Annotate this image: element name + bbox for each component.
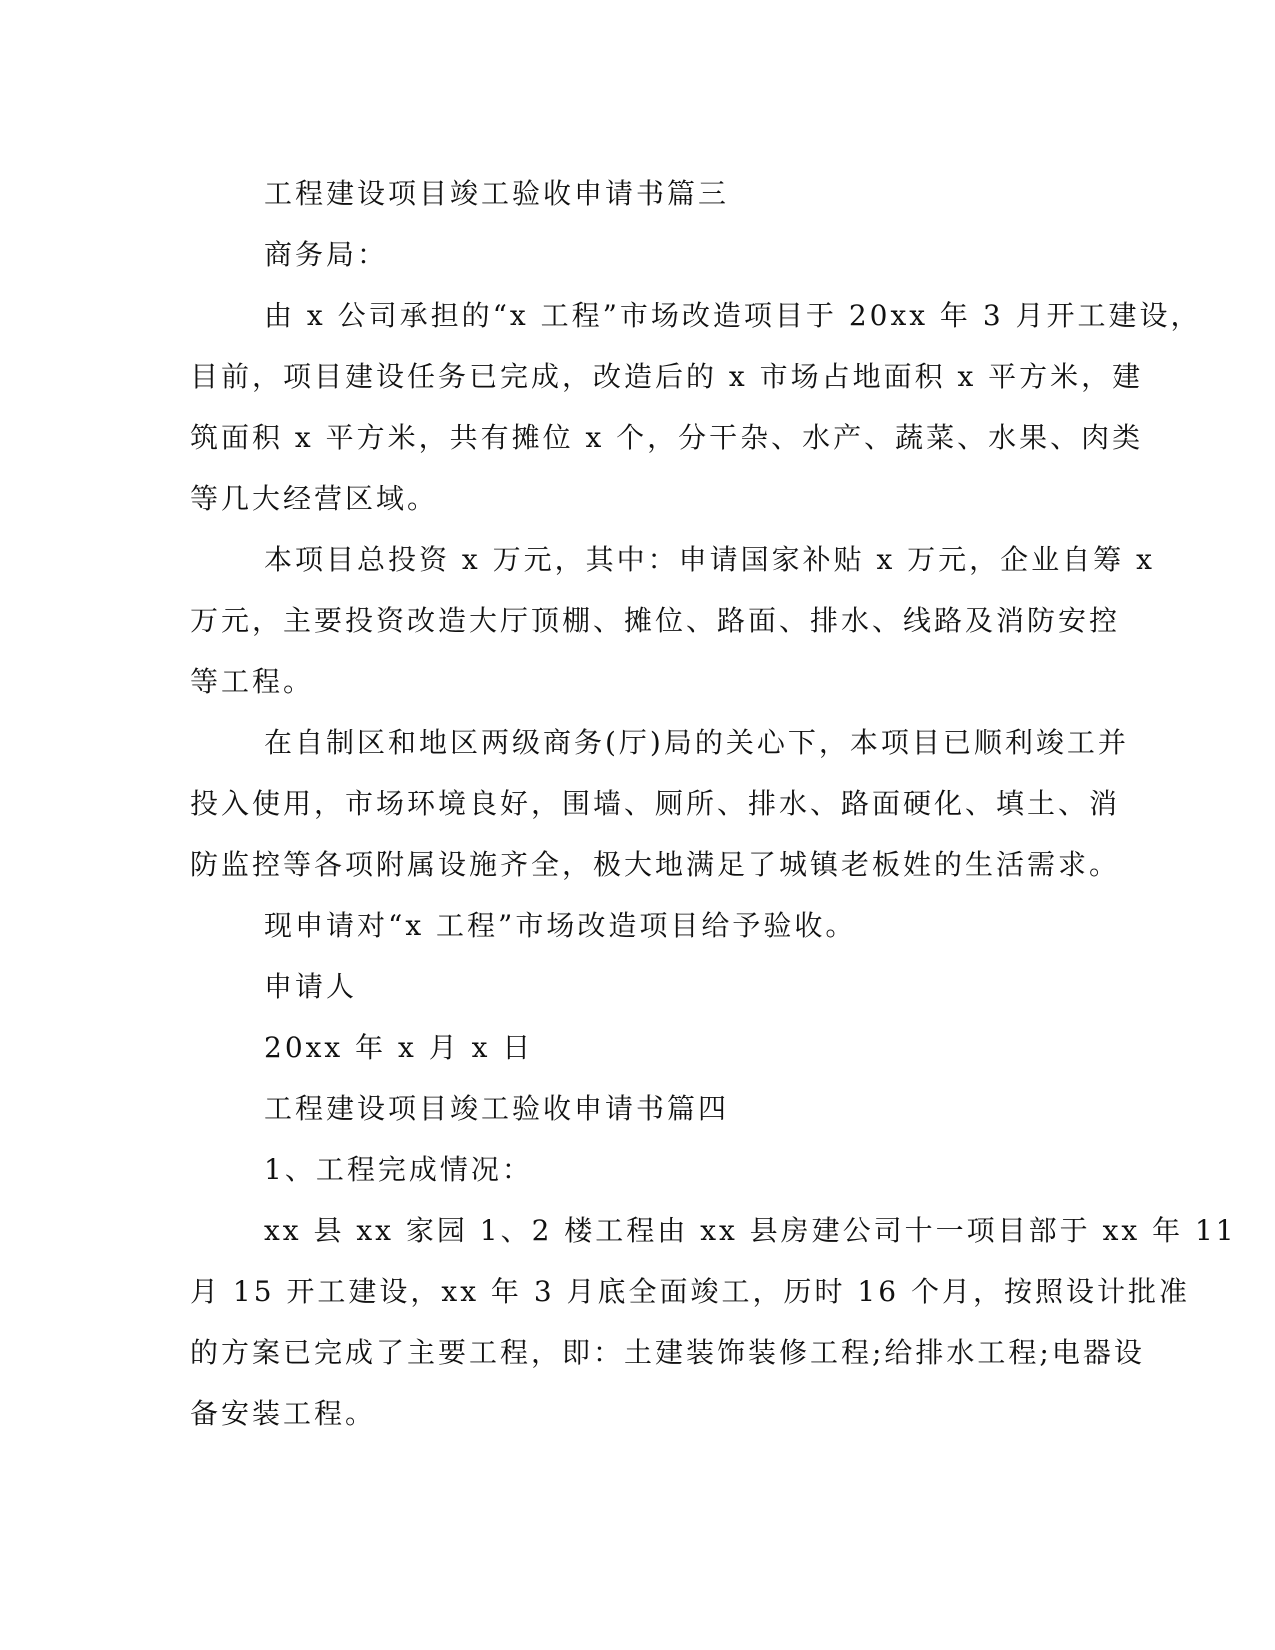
text-line: 防监控等各项附属设施齐全，极大地满足了城镇老板姓的生活需求。 xyxy=(190,848,1121,881)
applicant-label: 申请人 xyxy=(264,970,358,1003)
paragraph-completion xyxy=(190,712,1129,895)
text-line: 等工程。 xyxy=(190,665,315,698)
section-heading: 工程建设项目竣工验收申请书篇四 xyxy=(264,1092,730,1125)
text-line: 备安装工程。 xyxy=(190,1397,377,1430)
text-line: 投入使用，市场环境良好，围墙、厕所、排水、路面硬化、填土、消 xyxy=(190,787,1121,820)
paragraph-construction-status xyxy=(190,1200,1237,1444)
paragraph-project-overview xyxy=(190,285,1202,529)
text-line: 目前，项目建设任务已完成，改造后的 x 市场占地面积 x 平方米，建 xyxy=(190,360,1144,393)
text-line: 由 x 公司承担的“x 工程”市场改造项目于 20xx 年 3 月开工建设， xyxy=(264,299,1202,332)
paragraph-investment xyxy=(190,529,1155,712)
text-line: 筑面积 x 平方米，共有摊位 x 个，分干杂、水产、蔬菜、水果、肉类 xyxy=(190,421,1144,454)
subsection-heading: 1、工程完成情况： xyxy=(264,1153,533,1186)
text-line: 万元，主要投资改造大厅顶棚、摊位、路面、排水、线路及消防安控 xyxy=(190,604,1121,637)
text-line: 本项目总投资 x 万元，其中：申请国家补贴 x 万元，企业自筹 x xyxy=(264,543,1155,576)
text-line: xx 县 xx 家园 1、2 楼工程由 xx 县房建公司十一项目部于 xx 年 11 xyxy=(264,1214,1237,1247)
text-line: 的方案已完成了主要工程，即：土建装饰装修工程;给排水工程;电器设 xyxy=(190,1336,1145,1369)
request-statement: 现申请对“x 工程”市场改造项目给予验收。 xyxy=(264,909,857,942)
text-line: 在自制区和地区两级商务(厅)局的关心下，本项目已顺利竣工并 xyxy=(264,726,1129,759)
document-body xyxy=(190,163,1237,1444)
section-heading: 工程建设项目竣工验收申请书篇三 xyxy=(264,177,730,210)
addressee: 商务局： xyxy=(264,238,389,271)
date-line: 20xx 年 x 月 x 日 xyxy=(264,1031,534,1064)
text-line: 等几大经营区域。 xyxy=(190,482,439,515)
text-line: 月 15 开工建设，xx 年 3 月底全面竣工，历时 16 个月，按照设计批准 xyxy=(190,1275,1190,1308)
